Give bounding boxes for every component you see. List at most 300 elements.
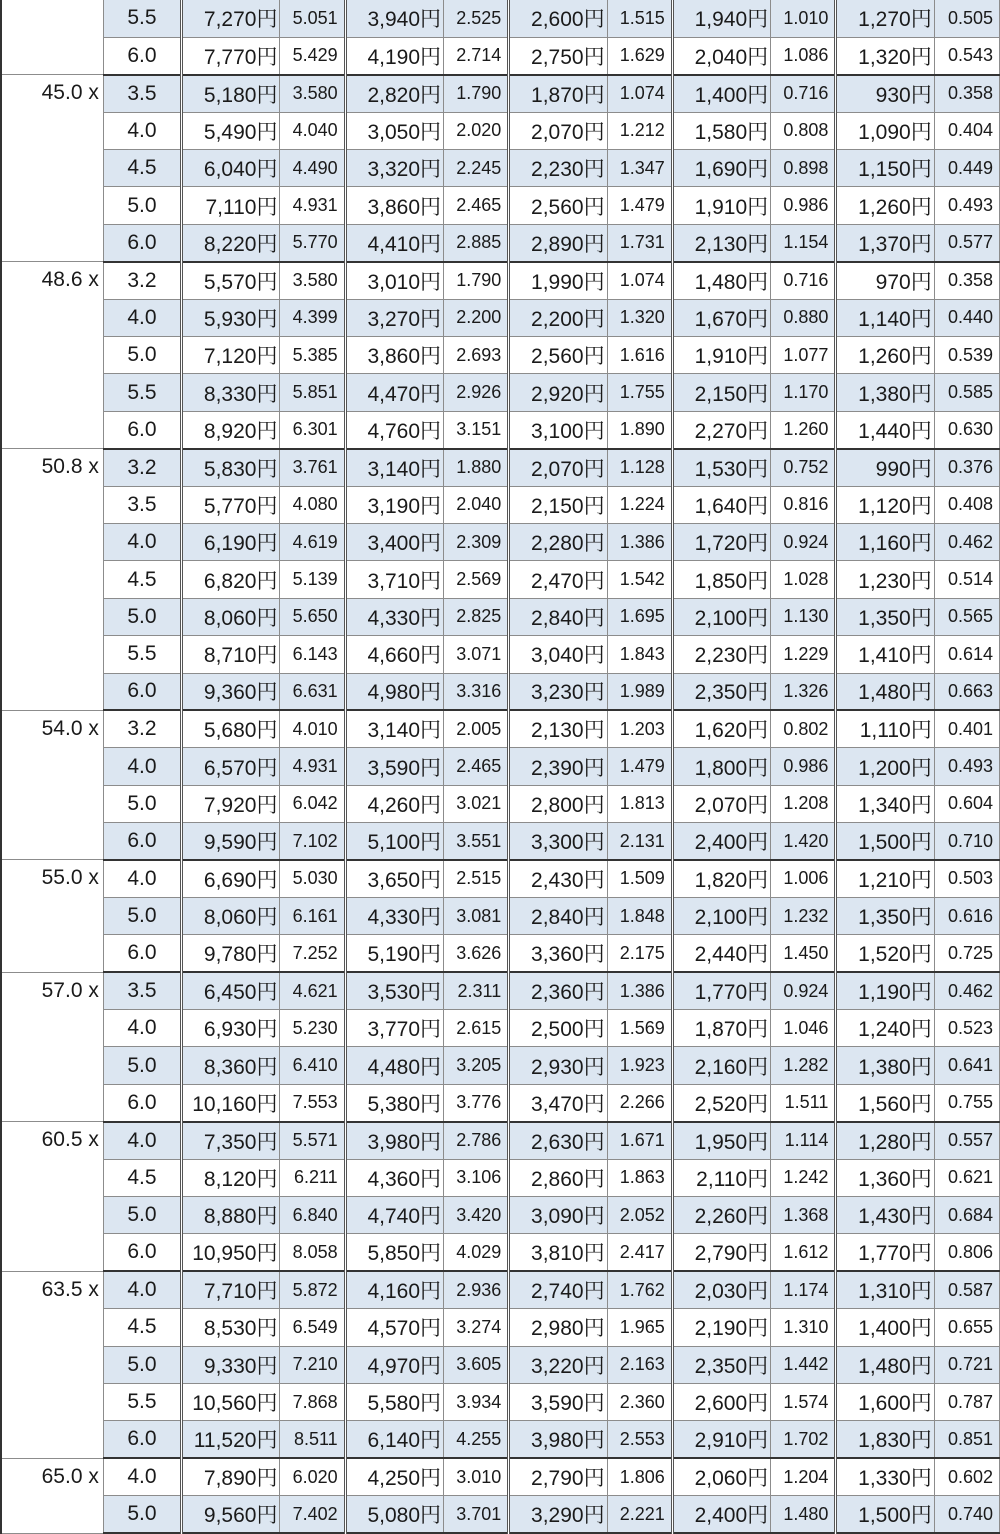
- price-cell: 970円: [836, 262, 934, 299]
- weight-cell: 0.440: [934, 299, 999, 336]
- price-cell: 4,360円: [345, 1159, 443, 1196]
- weight-cell: 0.898: [771, 150, 836, 187]
- weight-cell: 1.368: [771, 1197, 836, 1234]
- price-cell: 3,270円: [345, 299, 443, 336]
- price-cell: 4,470円: [345, 374, 443, 411]
- thickness-cell: 4.5: [103, 150, 181, 187]
- weight-cell: 1.702: [771, 1421, 836, 1458]
- price-cell: 1,380円: [836, 1047, 934, 1084]
- price-cell: 2,930円: [509, 1047, 607, 1084]
- weight-cell: 0.808: [771, 112, 836, 149]
- price-cell: 5,080円: [345, 1496, 443, 1533]
- weight-cell: 1.479: [607, 748, 672, 785]
- weight-cell: 1.077: [771, 337, 836, 374]
- table-row: [1, 374, 1000, 411]
- weight-cell: 1.224: [607, 486, 672, 523]
- table-row: [1, 710, 1000, 747]
- weight-cell: 1.229: [771, 636, 836, 673]
- weight-cell: 5.030: [280, 860, 345, 897]
- weight-cell: 1.790: [444, 75, 509, 112]
- price-cell: 4,330円: [345, 598, 443, 635]
- price-cell: 2,150円: [672, 374, 770, 411]
- price-cell: 3,710円: [345, 561, 443, 598]
- weight-cell: 1.629: [607, 37, 672, 74]
- price-cell: 5,490円: [182, 112, 280, 149]
- weight-cell: 7.553: [280, 1084, 345, 1121]
- table-row: [1, 411, 1000, 448]
- weight-cell: 7.402: [280, 1496, 345, 1533]
- price-cell: 5,770円: [182, 486, 280, 523]
- weight-cell: 4.490: [280, 150, 345, 187]
- weight-cell: 1.671: [607, 1122, 672, 1159]
- price-cell: 3,140円: [345, 449, 443, 486]
- price-cell: 5,100円: [345, 823, 443, 860]
- weight-cell: 0.710: [934, 823, 999, 860]
- weight-cell: 1.386: [607, 523, 672, 560]
- price-cell: 3,010円: [345, 262, 443, 299]
- weight-cell: 1.450: [771, 935, 836, 972]
- price-cell: 9,330円: [182, 1346, 280, 1383]
- price-cell: 3,090円: [509, 1197, 607, 1234]
- weight-cell: 3.605: [444, 1346, 509, 1383]
- weight-cell: 0.376: [934, 449, 999, 486]
- table-row: [1, 262, 1000, 299]
- price-cell: 1,670円: [672, 299, 770, 336]
- price-cell: 1,500円: [836, 1496, 934, 1533]
- table-row: [1, 1421, 1000, 1458]
- price-cell: 1,870円: [509, 75, 607, 112]
- table-row: [1, 1309, 1000, 1346]
- weight-cell: 4.255: [444, 1421, 509, 1458]
- weight-cell: 0.577: [934, 224, 999, 261]
- price-cell: 1,480円: [672, 262, 770, 299]
- price-cell: 2,200円: [509, 299, 607, 336]
- price-cell: 5,580円: [345, 1383, 443, 1420]
- thickness-cell: 5.0: [103, 337, 181, 374]
- price-cell: 2,360円: [509, 972, 607, 1009]
- price-cell: 1,380円: [836, 374, 934, 411]
- thickness-cell: 5.0: [103, 1047, 181, 1084]
- thickness-cell: 4.0: [103, 1010, 181, 1047]
- weight-cell: 1.232: [771, 897, 836, 934]
- weight-cell: 1.028: [771, 561, 836, 598]
- weight-cell: 2.714: [444, 37, 509, 74]
- weight-cell: 4.010: [280, 710, 345, 747]
- pipe-size-cell: 57.0 x: [1, 972, 103, 1122]
- price-cell: 1,480円: [836, 1346, 934, 1383]
- weight-cell: 1.154: [771, 224, 836, 261]
- price-cell: 1,870円: [672, 1010, 770, 1047]
- price-cell: 1,440円: [836, 411, 934, 448]
- price-cell: 2,070円: [509, 449, 607, 486]
- price-cell: 1,640円: [672, 486, 770, 523]
- weight-cell: 0.604: [934, 785, 999, 822]
- weight-cell: 1.843: [607, 636, 672, 673]
- price-cell: 1,910円: [672, 337, 770, 374]
- price-cell: 3,220円: [509, 1346, 607, 1383]
- weight-cell: 1.170: [771, 374, 836, 411]
- price-cell: 1,110円: [836, 710, 934, 747]
- weight-cell: 4.029: [444, 1234, 509, 1271]
- weight-cell: 6.161: [280, 897, 345, 934]
- weight-cell: 2.005: [444, 710, 509, 747]
- weight-cell: 5.851: [280, 374, 345, 411]
- weight-cell: 0.462: [934, 523, 999, 560]
- price-cell: 3,810円: [509, 1234, 607, 1271]
- weight-cell: 3.106: [444, 1159, 509, 1196]
- thickness-cell: 6.0: [103, 673, 181, 710]
- weight-cell: 3.081: [444, 897, 509, 934]
- weight-cell: 0.557: [934, 1122, 999, 1159]
- price-cell: 7,770円: [182, 37, 280, 74]
- price-cell: 6,040円: [182, 150, 280, 187]
- weight-cell: 6.631: [280, 673, 345, 710]
- weight-cell: 4.080: [280, 486, 345, 523]
- price-cell: 3,860円: [345, 187, 443, 224]
- price-cell: 1,350円: [836, 598, 934, 635]
- weight-cell: 3.761: [280, 449, 345, 486]
- weight-cell: 3.205: [444, 1047, 509, 1084]
- weight-cell: 2.245: [444, 150, 509, 187]
- weight-cell: 2.525: [444, 0, 509, 37]
- price-cell: 4,190円: [345, 37, 443, 74]
- weight-cell: 0.503: [934, 860, 999, 897]
- weight-cell: 7.868: [280, 1383, 345, 1420]
- weight-cell: 6.410: [280, 1047, 345, 1084]
- weight-cell: 1.326: [771, 673, 836, 710]
- thickness-cell: 5.0: [103, 897, 181, 934]
- price-cell: 1,160円: [836, 523, 934, 560]
- weight-cell: 1.260: [771, 411, 836, 448]
- price-cell: 1,560円: [836, 1084, 934, 1121]
- price-cell: 7,920円: [182, 785, 280, 822]
- weight-cell: 1.806: [607, 1458, 672, 1495]
- weight-cell: 0.358: [934, 262, 999, 299]
- price-cell: 3,040円: [509, 636, 607, 673]
- price-cell: 2,430円: [509, 860, 607, 897]
- price-cell: 3,770円: [345, 1010, 443, 1047]
- price-cell: 8,710円: [182, 636, 280, 673]
- table-row: [1, 1084, 1000, 1121]
- table-row: [1, 1122, 1000, 1159]
- table-row: [1, 785, 1000, 822]
- price-cell: 1,270円: [836, 0, 934, 37]
- weight-cell: 3.701: [444, 1496, 509, 1533]
- price-cell: 2,520円: [672, 1084, 770, 1121]
- price-cell: 4,480円: [345, 1047, 443, 1084]
- price-cell: 1,520円: [836, 935, 934, 972]
- thickness-cell: 6.0: [103, 224, 181, 261]
- weight-cell: 2.615: [444, 1010, 509, 1047]
- price-cell: 1,950円: [672, 1122, 770, 1159]
- price-cell: 6,450円: [182, 972, 280, 1009]
- thickness-cell: 6.0: [103, 1421, 181, 1458]
- price-cell: 2,910円: [672, 1421, 770, 1458]
- price-cell: 7,890円: [182, 1458, 280, 1495]
- weight-cell: 3.151: [444, 411, 509, 448]
- pipe-size-cell: 50.8 x: [1, 449, 103, 711]
- weight-cell: 5.770: [280, 224, 345, 261]
- price-cell: 5,380円: [345, 1084, 443, 1121]
- price-cell: 3,650円: [345, 860, 443, 897]
- weight-cell: 0.493: [934, 748, 999, 785]
- weight-cell: 0.523: [934, 1010, 999, 1047]
- price-cell: 1,820円: [672, 860, 770, 897]
- weight-cell: 1.863: [607, 1159, 672, 1196]
- thickness-cell: 4.5: [103, 561, 181, 598]
- price-cell: 3,230円: [509, 673, 607, 710]
- weight-cell: 0.539: [934, 337, 999, 374]
- table-row: [1, 935, 1000, 972]
- weight-cell: 1.203: [607, 710, 672, 747]
- price-cell: 2,190円: [672, 1309, 770, 1346]
- price-cell: 1,400円: [836, 1309, 934, 1346]
- table-row: [1, 1458, 1000, 1495]
- weight-cell: 1.509: [607, 860, 672, 897]
- weight-cell: 8.058: [280, 1234, 345, 1271]
- weight-cell: 1.695: [607, 598, 672, 635]
- table-row: [1, 75, 1000, 112]
- weight-cell: 1.755: [607, 374, 672, 411]
- weight-cell: 0.630: [934, 411, 999, 448]
- weight-cell: 0.565: [934, 598, 999, 635]
- price-cell: 4,980円: [345, 673, 443, 710]
- price-cell: 1,770円: [672, 972, 770, 1009]
- price-cell: 1,580円: [672, 112, 770, 149]
- weight-cell: 1.890: [607, 411, 672, 448]
- price-cell: 2,230円: [672, 636, 770, 673]
- pipe-size-cell: 60.5 x: [1, 1122, 103, 1272]
- weight-cell: 1.479: [607, 187, 672, 224]
- weight-cell: 0.924: [771, 523, 836, 560]
- price-cell: 990円: [836, 449, 934, 486]
- weight-cell: 0.716: [771, 75, 836, 112]
- weight-cell: 0.493: [934, 187, 999, 224]
- price-cell: 5,830円: [182, 449, 280, 486]
- thickness-cell: 6.0: [103, 37, 181, 74]
- weight-cell: 3.274: [444, 1309, 509, 1346]
- table-row: [1, 37, 1000, 74]
- weight-cell: 1.282: [771, 1047, 836, 1084]
- price-cell: 6,690円: [182, 860, 280, 897]
- price-cell: 1,410円: [836, 636, 934, 673]
- price-cell: 2,840円: [509, 598, 607, 635]
- weight-cell: 2.885: [444, 224, 509, 261]
- price-cell: 1,770円: [836, 1234, 934, 1271]
- weight-cell: 4.399: [280, 299, 345, 336]
- weight-cell: 4.619: [280, 523, 345, 560]
- weight-cell: 2.040: [444, 486, 509, 523]
- weight-cell: 0.740: [934, 1496, 999, 1533]
- price-cell: 1,940円: [672, 0, 770, 37]
- weight-cell: 0.721: [934, 1346, 999, 1383]
- weight-cell: 5.650: [280, 598, 345, 635]
- price-cell: 3,590円: [345, 748, 443, 785]
- price-cell: 4,160円: [345, 1271, 443, 1308]
- price-cell: 4,410円: [345, 224, 443, 261]
- weight-cell: 5.872: [280, 1271, 345, 1308]
- weight-cell: 1.880: [444, 449, 509, 486]
- thickness-cell: 5.5: [103, 636, 181, 673]
- table-row: [1, 523, 1000, 560]
- price-cell: 2,350円: [672, 673, 770, 710]
- price-cell: 2,100円: [672, 598, 770, 635]
- weight-cell: 1.006: [771, 860, 836, 897]
- price-cell: 2,560円: [509, 187, 607, 224]
- price-cell: 7,110円: [182, 187, 280, 224]
- table-row: [1, 224, 1000, 261]
- pipe-size-cell: 48.6 x: [1, 262, 103, 449]
- price-cell: 1,210円: [836, 860, 934, 897]
- price-cell: 1,910円: [672, 187, 770, 224]
- weight-cell: 1.848: [607, 897, 672, 934]
- thickness-cell: 6.0: [103, 935, 181, 972]
- table-row: [1, 299, 1000, 336]
- table-row: [1, 1346, 1000, 1383]
- weight-cell: 0.716: [771, 262, 836, 299]
- table-row: [1, 112, 1000, 149]
- weight-cell: 0.602: [934, 1458, 999, 1495]
- weight-cell: 0.806: [934, 1234, 999, 1271]
- weight-cell: 1.074: [607, 262, 672, 299]
- price-cell: 1,430円: [836, 1197, 934, 1234]
- weight-cell: 7.102: [280, 823, 345, 860]
- price-cell: 2,740円: [509, 1271, 607, 1308]
- price-cell: 8,060円: [182, 897, 280, 934]
- pipe-size-cell: 55.0 x: [1, 860, 103, 972]
- price-cell: 2,790円: [509, 1458, 607, 1495]
- weight-cell: 3.316: [444, 673, 509, 710]
- weight-cell: 6.301: [280, 411, 345, 448]
- price-cell: 1,850円: [672, 561, 770, 598]
- weight-cell: 2.200: [444, 299, 509, 336]
- price-cell: 3,050円: [345, 112, 443, 149]
- weight-cell: 0.752: [771, 449, 836, 486]
- weight-cell: 2.693: [444, 337, 509, 374]
- weight-cell: 1.612: [771, 1234, 836, 1271]
- thickness-cell: 5.0: [103, 1197, 181, 1234]
- weight-cell: 1.569: [607, 1010, 672, 1047]
- weight-cell: 5.385: [280, 337, 345, 374]
- thickness-cell: 4.0: [103, 860, 181, 897]
- weight-cell: 0.621: [934, 1159, 999, 1196]
- price-cell: 7,120円: [182, 337, 280, 374]
- price-cell: 2,920円: [509, 374, 607, 411]
- table-row: [1, 150, 1000, 187]
- price-cell: 9,360円: [182, 673, 280, 710]
- weight-cell: 1.130: [771, 598, 836, 635]
- weight-cell: 1.813: [607, 785, 672, 822]
- price-cell: 8,220円: [182, 224, 280, 261]
- weight-cell: 4.040: [280, 112, 345, 149]
- weight-cell: 2.936: [444, 1271, 509, 1308]
- weight-cell: 7.252: [280, 935, 345, 972]
- price-cell: 1,400円: [672, 75, 770, 112]
- weight-cell: 3.021: [444, 785, 509, 822]
- price-cell: 6,140円: [345, 1421, 443, 1458]
- price-cell: 1,240円: [836, 1010, 934, 1047]
- weight-cell: 0.663: [934, 673, 999, 710]
- weight-cell: 1.174: [771, 1271, 836, 1308]
- thickness-cell: 6.0: [103, 1234, 181, 1271]
- weight-cell: 2.266: [607, 1084, 672, 1121]
- price-cell: 4,570円: [345, 1309, 443, 1346]
- weight-cell: 1.386: [607, 972, 672, 1009]
- thickness-cell: 5.5: [103, 1383, 181, 1420]
- weight-cell: 0.684: [934, 1197, 999, 1234]
- price-cell: 3,100円: [509, 411, 607, 448]
- price-cell: 1,310円: [836, 1271, 934, 1308]
- price-cell: 1,150円: [836, 150, 934, 187]
- price-cell: 1,530円: [672, 449, 770, 486]
- weight-cell: 2.465: [444, 187, 509, 224]
- price-cell: 8,530円: [182, 1309, 280, 1346]
- weight-cell: 1.114: [771, 1122, 836, 1159]
- price-cell: 4,970円: [345, 1346, 443, 1383]
- weight-cell: 1.515: [607, 0, 672, 37]
- price-cell: 2,070円: [672, 785, 770, 822]
- weight-cell: 0.787: [934, 1383, 999, 1420]
- price-cell: 2,860円: [509, 1159, 607, 1196]
- weight-cell: 1.731: [607, 224, 672, 261]
- price-cell: 5,190円: [345, 935, 443, 972]
- weight-cell: 2.569: [444, 561, 509, 598]
- price-cell: 1,190円: [836, 972, 934, 1009]
- price-cell: 4,330円: [345, 897, 443, 934]
- weight-cell: 1.128: [607, 449, 672, 486]
- weight-cell: 2.553: [607, 1421, 672, 1458]
- weight-cell: 3.934: [444, 1383, 509, 1420]
- table-row: [1, 1010, 1000, 1047]
- price-cell: 5,180円: [182, 75, 280, 112]
- weight-cell: 1.442: [771, 1346, 836, 1383]
- weight-cell: 2.465: [444, 748, 509, 785]
- weight-cell: 1.616: [607, 337, 672, 374]
- weight-cell: 1.790: [444, 262, 509, 299]
- price-cell: 9,560円: [182, 1496, 280, 1533]
- table-row: [1, 561, 1000, 598]
- price-cell: 2,980円: [509, 1309, 607, 1346]
- thickness-cell: 6.0: [103, 411, 181, 448]
- thickness-cell: 5.0: [103, 598, 181, 635]
- weight-cell: 3.626: [444, 935, 509, 972]
- weight-cell: 5.429: [280, 37, 345, 74]
- weight-cell: 1.480: [771, 1496, 836, 1533]
- price-cell: 3,140円: [345, 710, 443, 747]
- table-row: [1, 486, 1000, 523]
- price-cell: 5,570円: [182, 262, 280, 299]
- thickness-cell: 5.0: [103, 1496, 181, 1533]
- table-row: [1, 337, 1000, 374]
- price-cell: 2,630円: [509, 1122, 607, 1159]
- weight-cell: 0.641: [934, 1047, 999, 1084]
- price-cell: 11,520円: [182, 1421, 280, 1458]
- thickness-cell: 4.0: [103, 523, 181, 560]
- weight-cell: 6.020: [280, 1458, 345, 1495]
- weight-cell: 1.965: [607, 1309, 672, 1346]
- table-row: [1, 1159, 1000, 1196]
- weight-cell: 0.449: [934, 150, 999, 187]
- price-cell: 1,320円: [836, 37, 934, 74]
- pipe-size-cell: [1, 0, 103, 75]
- thickness-cell: 3.2: [103, 449, 181, 486]
- thickness-cell: 5.0: [103, 187, 181, 224]
- price-cell: 1,800円: [672, 748, 770, 785]
- thickness-cell: 4.0: [103, 112, 181, 149]
- price-cell: 1,350円: [836, 897, 934, 934]
- weight-cell: 2.360: [607, 1383, 672, 1420]
- thickness-cell: 3.2: [103, 710, 181, 747]
